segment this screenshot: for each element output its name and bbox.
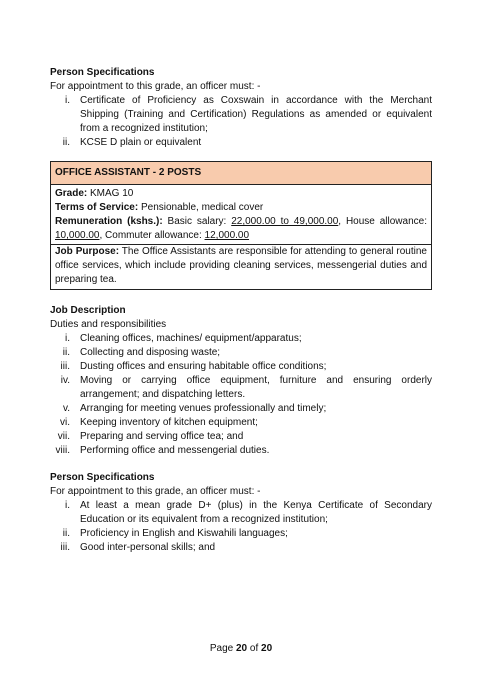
item-text: Dusting offices and ensuring habitable office conditions; <box>80 361 327 372</box>
item-number: ii. <box>62 528 70 539</box>
page-content <box>50 66 432 555</box>
list-item <box>50 416 432 430</box>
item-text: Arranging for meeting venues professionally and timely; <box>80 403 327 414</box>
job-purpose-line <box>55 245 427 287</box>
job-purpose-row <box>51 244 431 287</box>
job-purpose-text: The Office Assistants are responsible for attending to general routine office services, which include providing cleaning services, messengerial duties and preparing tea. <box>55 246 427 285</box>
item-number: i. <box>65 500 70 511</box>
section-intro: For appointment to this grade, an officer must: - <box>50 486 261 497</box>
page-label: Page <box>209 643 236 654</box>
item-text: Collecting and disposing waste; <box>80 347 221 358</box>
commuter-allowance: 12,000.00 <box>204 230 250 241</box>
item-text: Proficiency in English and Kiswahili languages; <box>80 528 288 539</box>
item-number: vi. <box>60 417 70 428</box>
person-spec-section-2 <box>50 471 432 555</box>
item-number: iii. <box>60 361 70 372</box>
job-purpose-label: Job Purpose: <box>55 246 120 257</box>
section-heading: Person Specifications <box>50 67 155 78</box>
list-item <box>50 402 432 416</box>
item-number: ii. <box>62 137 70 148</box>
list-item <box>50 430 432 444</box>
remuneration-line <box>55 215 427 243</box>
remuneration-label: Remuneration (kshs.): <box>55 216 163 227</box>
terms-label: Terms of Service: <box>55 202 139 213</box>
terms-value: Pensionable, medical cover <box>138 202 264 213</box>
item-text: Performing office and messengerial duties. <box>80 445 270 456</box>
item-number: vii. <box>57 431 70 442</box>
item-number: iv. <box>60 375 70 386</box>
list-item <box>50 94 432 136</box>
item-text: Moving or carrying office equipment, furniture and ensuring orderly arrangement; and dispatching letters. <box>80 375 432 400</box>
item-text: Preparing and serving office tea; and <box>80 431 244 442</box>
item-number: iii. <box>60 542 70 553</box>
item-number: i. <box>65 95 70 106</box>
house-prefix: , House allowance: <box>338 216 427 227</box>
grade-value: KMAG 10 <box>87 188 134 199</box>
page-number: 20 <box>235 643 248 654</box>
page-total: 20 <box>261 643 273 654</box>
list-item <box>50 332 432 346</box>
terms-line <box>55 201 427 215</box>
item-number: i. <box>65 333 70 344</box>
list-item <box>50 541 432 555</box>
item-number: ii. <box>62 347 70 358</box>
item-number: v. <box>62 403 70 414</box>
item-text: Cleaning offices, machines/ equipment/apparatus; <box>80 333 302 344</box>
post-details <box>51 185 431 289</box>
salary-prefix: Basic salary: <box>162 216 232 227</box>
job-description-section <box>50 304 432 458</box>
person-spec-section-1 <box>50 66 432 150</box>
item-text: At least a mean grade D+ (plus) in the Kenya Certificate of Secondary Education or its equivalent from a recognized institution; <box>80 500 432 525</box>
item-text: Keeping inventory of kitchen equipment; <box>80 417 258 428</box>
requirements-list <box>50 499 432 555</box>
duties-list <box>50 332 432 458</box>
section-heading: Person Specifications <box>50 472 155 483</box>
list-item <box>50 136 432 150</box>
of-label: of <box>247 643 262 654</box>
section-intro: For appointment to this grade, an officer must: - <box>50 81 261 92</box>
item-text: KCSE D plain or equivalent <box>80 137 202 148</box>
page-footer <box>0 643 482 654</box>
list-item <box>50 527 432 541</box>
item-text: Good inter-personal skills; and <box>80 542 216 553</box>
salary-range: 22,000.00 to 49,000.00 <box>231 216 339 227</box>
item-text: Certificate of Proficiency as Coxswain in accordance with the Merchant Shipping (Training and Certification) Regulations as amended or equivalent from a recognized institution; <box>80 95 432 134</box>
post-details-box <box>50 161 432 290</box>
post-title: OFFICE ASSISTANT - 2 POSTS <box>51 162 431 185</box>
list-item <box>50 444 432 458</box>
item-number: viii. <box>55 445 70 456</box>
list-item <box>50 499 432 527</box>
house-allowance: 10,000.00 <box>55 230 100 241</box>
commuter-prefix: , Commuter allowance: <box>99 230 205 241</box>
grade-line <box>55 187 427 201</box>
requirements-list <box>50 94 432 150</box>
list-item <box>50 360 432 374</box>
list-item <box>50 346 432 360</box>
section-heading: Job Description <box>50 305 126 316</box>
section-intro: Duties and responsibilities <box>50 319 167 330</box>
list-item <box>50 374 432 402</box>
grade-label: Grade: <box>55 188 88 199</box>
